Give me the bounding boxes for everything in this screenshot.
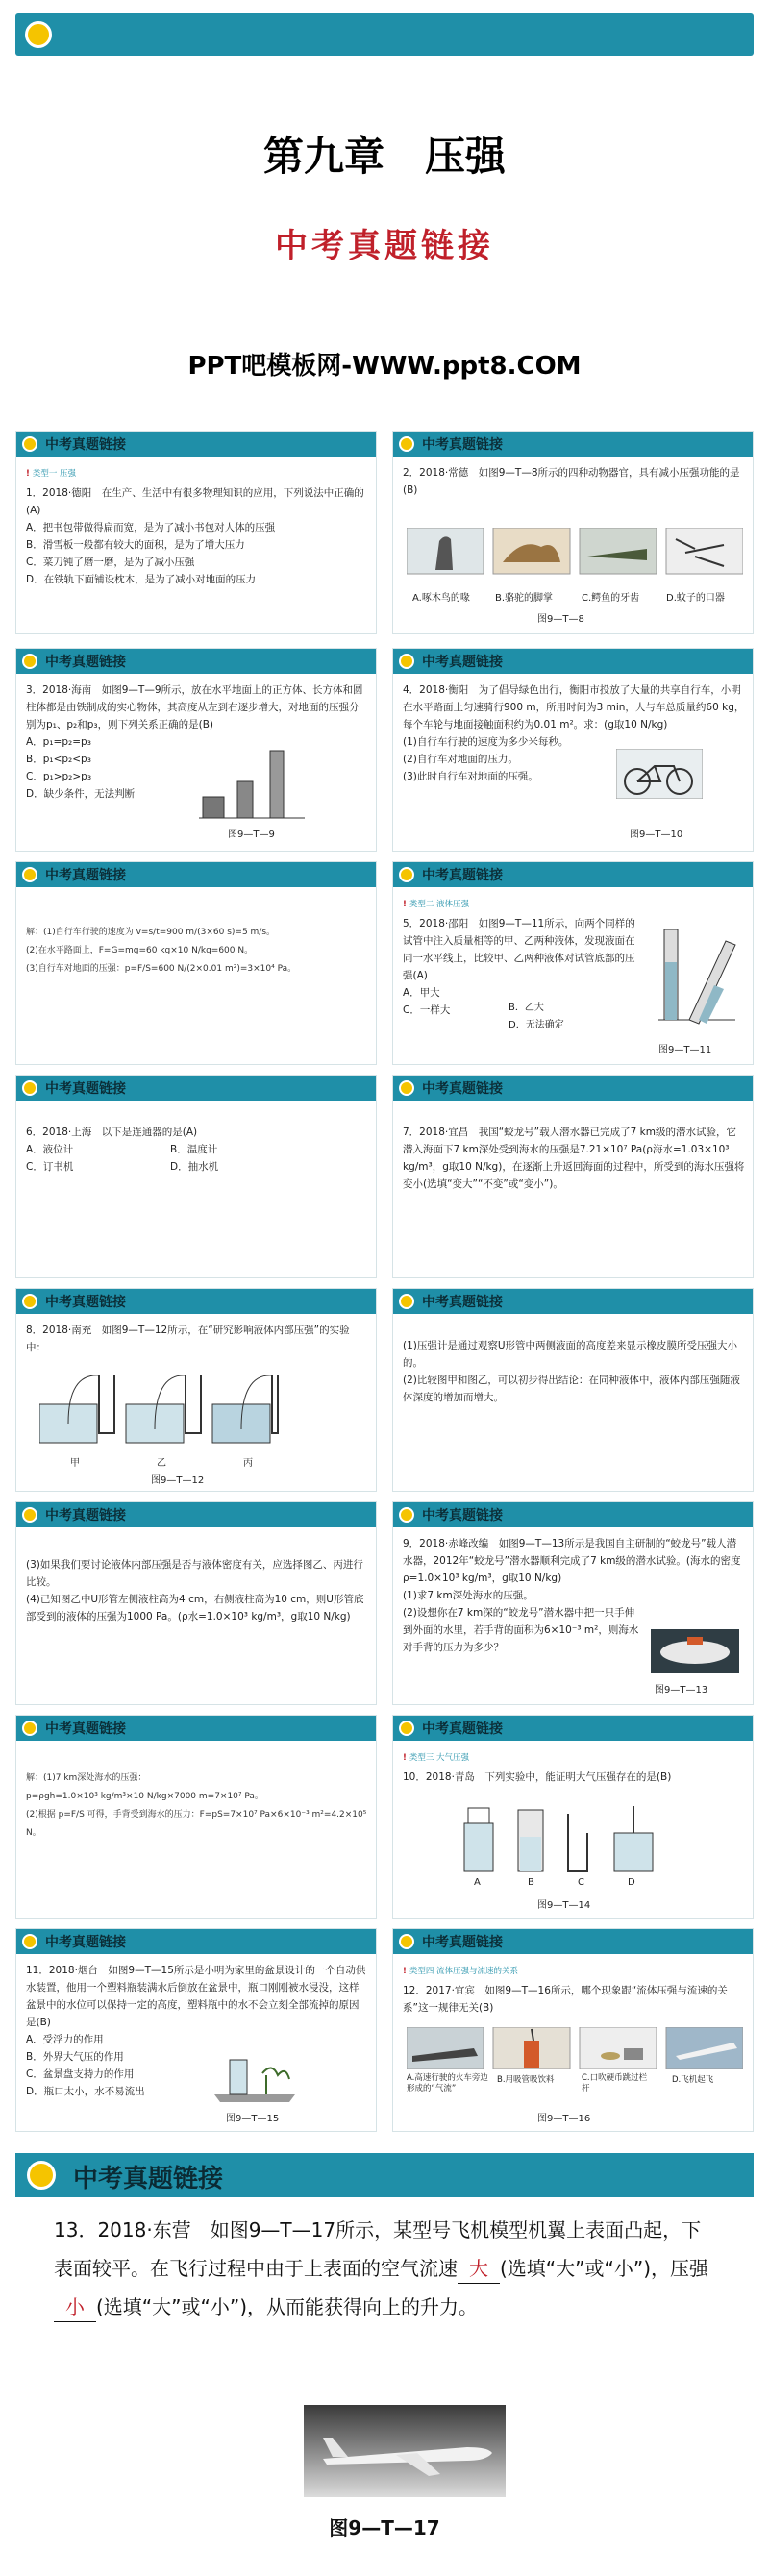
chapter-subtitle: 中考真题链接: [275, 227, 494, 265]
slide-header: [393, 1929, 753, 1954]
figure-label-b: B.用吸管吸饮料: [497, 2075, 555, 2085]
figure-label-d: D: [628, 1877, 635, 1888]
slide-header: [16, 649, 376, 674]
slide-header: [16, 1502, 376, 1527]
slide-q4-solution: [15, 861, 377, 1065]
figure-caption: 图9—T—13: [655, 1685, 708, 1696]
question-text: 13．2018·东营 如图9—T—17所示，某型号飞机模型机翼上表面凸起，下表面较平。在飞行过程中由于上表面的空气流速 大 (选填“大”或“小”)，压强小 (选填“大”或“小”)，从而能获得向上的升力。: [54, 2211, 717, 2326]
title-header-bar: [15, 13, 754, 56]
sun-icon: [399, 436, 414, 452]
question-text: 5．2018·邵阳 如图9—T—11所示，向两个同样的试管中注入质量相等的甲、乙两种液体，发现液面在同一水平线上，比较甲、乙两种液体对试管底部的压强(A): [403, 918, 635, 981]
slide-header-label: 中考真题链接: [422, 1508, 503, 1523]
option-c: C．订书机: [26, 1161, 74, 1173]
figure-label-a: A.啄木鸟的喙: [412, 593, 470, 604]
question-text: 2．2018·常德 如图9—T—8所示的四种动物器官，具有减小压强功能的是(B): [403, 467, 740, 496]
slide-header: [393, 1076, 753, 1101]
solution-line-1: 解：(1)7 km深处海水的压强：: [26, 1773, 147, 1783]
slide-q10: [392, 1715, 754, 1919]
option-a: A．甲大: [403, 987, 440, 999]
solids-figure: [199, 749, 314, 822]
figure-label-c: C: [578, 1877, 584, 1888]
solution-line-3: (3)自行车对地面的压强：p=F/S=600 N/(2×0.01 m²)=3×10⁴ Pa。: [26, 964, 297, 974]
sun-icon: [22, 1507, 37, 1523]
slide-header: [393, 649, 753, 674]
option-c: C．菜刀钝了磨一磨，是为了减小压强: [26, 557, 195, 568]
slide-header-label: 中考真题链接: [45, 868, 126, 883]
option-c: C．p₁>p₂>p₃: [26, 771, 92, 782]
sun-icon: [22, 1080, 37, 1096]
type-tag: ! 类型四 流体压强与流速的关系: [403, 1967, 519, 1976]
option-d: D．无法确定: [509, 1020, 564, 1030]
slide-header: [393, 1716, 753, 1741]
figure-label-b: B: [528, 1877, 534, 1888]
question-text: 8．2018·南充 如图9—T—12所示，在“研究影响液体内部压强”的实验中：: [26, 1325, 350, 1353]
slide-q6: [15, 1075, 377, 1278]
option-a: A．受浮力的作用: [26, 2034, 104, 2045]
slide-header: [16, 1076, 376, 1101]
fluid-phenomena-figure: [407, 2027, 743, 2069]
option-c: C．一样大: [403, 1004, 451, 1016]
chapter-title: 第九章 压强: [262, 133, 506, 180]
slide-header-label: 中考真题链接: [45, 1721, 126, 1737]
figure-caption: 图9—T—14: [537, 1900, 591, 1911]
slide-header: [16, 862, 376, 887]
option-d: D．抽水机: [170, 1161, 219, 1173]
slide-q3: [15, 648, 377, 852]
item-2: (2)比较图甲和图乙，可以初步得出结论：在同种液体中，液体内部压强随液体深度的增加而增大。: [403, 1375, 740, 1403]
type-tag: ! 类型三 大气压强: [403, 1753, 470, 1763]
site-watermark: PPT吧模板网-WWW.ppt8.COM: [187, 352, 582, 381]
answer-blank-2[interactable]: 小: [54, 2292, 96, 2322]
slide-header-label: 中考真题链接: [422, 868, 503, 883]
animal-organs-figure: [407, 528, 743, 587]
figure-caption: 图9—T—11: [658, 1045, 712, 1055]
question-text: 10．2018·青岛 下列实验中，能证明大气压强存在的是(B): [403, 1771, 672, 1783]
slide-header-label: 中考真题链接: [422, 437, 503, 453]
slide-header-label: 中考真题链接: [422, 1081, 503, 1097]
slide-header: [393, 1289, 753, 1314]
slide-header: [393, 1502, 753, 1527]
slide-header: [16, 1289, 376, 1314]
solution-line-3: (2)根据 p=F/S 可得，手背受到海水的压力：F=pS=7×10⁷ Pa×6×10⁻³ m²=4.2×10⁵ N。: [26, 1810, 367, 1838]
figure-label-c: C.鳄鱼的牙齿: [582, 593, 640, 604]
slide-header-label: 中考真题链接: [422, 655, 503, 670]
option-b: B．外界大气压的作用: [26, 2051, 124, 2063]
slide-header: [16, 432, 376, 457]
question-text: 12．2017·宜宾 如图9—T—16所示，哪个现象跟“流体压强与流速的关系”这一规律无关(B): [403, 1985, 728, 2014]
item-2: (2)自行车对地面的压力。: [403, 754, 518, 765]
question-text: 4．2018·衡阳 为了倡导绿色出行，衡阳市投放了大量的共享自行车，小明在水平路面上匀速骑行900 m，所用时间为3 min，人与车总质量约60 kg，每个车轮与地面接触面积约为0.01 m²。求：(g取10 N/kg): [403, 684, 745, 731]
bicycle-figure: [616, 749, 703, 799]
figure-caption: 图9—T—12: [151, 1475, 205, 1486]
slide-q7: [392, 1075, 754, 1278]
item-1: (1)压强计是通过观察U形管中两侧液面的高度差来显示橡皮膜所受压强大小的。: [403, 1340, 738, 1369]
sun-icon: [22, 867, 37, 882]
sun-icon: [22, 1294, 37, 1309]
sun-icon: [27, 2161, 56, 2190]
figure-caption: 图9—T—15: [226, 2114, 280, 2124]
sun-icon: [399, 1080, 414, 1096]
title-slide: [0, 0, 769, 413]
sun-icon: [399, 1294, 414, 1309]
figure-label-d: D.飞机起飞: [672, 2075, 714, 2085]
question-text: 3．2018·海南 如图9—T—9所示，放在水平地面上的正方体、长方体和圆柱体都是由铁制成的实心物体，其高度从左到右逐步增大，对地面的压强分别为p₁、p₂和p₃，则下列关系正确的是(B): [26, 684, 363, 731]
slide-header: [393, 432, 753, 457]
question-text: 1．2018·德阳 在生产、生活中有很多物理知识的应用，下列说法中正确的(A): [26, 487, 364, 516]
solution-line-2: p=ρgh=1.0×10³ kg/m³×10 N/kg×7000 m=7×10⁷ Pa。: [26, 1792, 263, 1801]
slide-header-label: 中考真题链接: [422, 1935, 503, 1950]
figure-caption: 图9—T—8: [537, 614, 584, 625]
slide-q1: [15, 431, 377, 634]
figure-label-yi: 乙: [157, 1458, 166, 1469]
sun-icon: [399, 867, 414, 882]
test-tubes-figure: [651, 920, 739, 1026]
airplane-photo: [304, 2405, 506, 2497]
airplane-icon: [304, 2405, 506, 2497]
slide-q9-solution: [15, 1715, 377, 1919]
slide-header-label: 中考真题链接: [45, 655, 126, 670]
option-a: A．液位计: [26, 1144, 74, 1155]
slide-q13: [15, 2153, 754, 2566]
solution-line-1: 解：(1)自行车行驶的速度为 v=s/t=900 m/(3×60 s)=5 m/s。: [26, 928, 276, 937]
item-2: (2)设想你在7 km深的“蛟龙号”潜水器中把一只手伸到外面的水里，若手背的面积为6×10⁻³ m²，则海水对手背的压力为多少？: [403, 1607, 639, 1653]
water-supply-figure: [209, 2056, 301, 2104]
slide-header-label: 中考真题链接: [45, 1295, 126, 1310]
item-1: (1)求7 km深处海水的压强。: [403, 1590, 533, 1601]
slide-q9: [392, 1501, 754, 1705]
sun-icon: [25, 21, 52, 48]
pressure-gauge-figure: [39, 1366, 280, 1452]
air-pressure-experiments-figure: [460, 1804, 662, 1877]
option-d: D．瓶口太小，水不易流出: [26, 2086, 145, 2097]
figure-caption: 图9—T—17: [329, 2516, 440, 2539]
slide-q2: [392, 431, 754, 634]
slide-q12: [392, 1928, 754, 2132]
slide-header: [15, 2153, 754, 2197]
slide-header-label: 中考真题链接: [73, 2165, 224, 2193]
figure-caption: 图9—T—16: [537, 2114, 591, 2124]
slide-header-label: 中考真题链接: [45, 1935, 126, 1950]
solution-line-2: (2)在水平路面上，F=G=mg=60 kg×10 N/kg=600 N。: [26, 946, 254, 955]
sun-icon: [399, 654, 414, 669]
figure-label-b: B.骆驼的脚掌: [495, 593, 554, 604]
slide-header-label: 中考真题链接: [45, 1508, 126, 1523]
slide-header-label: 中考真题链接: [422, 1295, 503, 1310]
figure-label-jia: 甲: [70, 1458, 80, 1469]
option-a: A．p₁=p₂=p₃: [26, 736, 91, 748]
item-4: (4)已知图乙中U形管左侧液柱高为4 cm，右侧液柱高为10 cm，则U形管底部受到的液体的压强为1000 Pa。(ρ水=1.0×10³ kg/m³，g取10 N/kg): [26, 1594, 364, 1622]
item-3: (3)如果我们要讨论液体内部压强是否与液体密度有关，应选择图乙、丙进行比较。: [26, 1559, 363, 1588]
slide-q5: [392, 861, 754, 1065]
answer-blank-1[interactable]: 大: [458, 2254, 500, 2284]
slide-header: [16, 1929, 376, 1954]
figure-label-a: A.高速行驶的火车旁边形成的“气流”: [407, 2073, 488, 2093]
sun-icon: [399, 1934, 414, 1949]
slide-header-label: 中考真题链接: [422, 1721, 503, 1737]
question-text: 6．2018·上海 以下是连通器的是(A): [26, 1127, 198, 1138]
sun-icon: [22, 1934, 37, 1949]
slide-q4: [392, 648, 754, 852]
question-text: 9．2018·赤峰改编 如图9—T—13所示是我国自主研制的“蛟龙号”载人潜水器，2012年“蛟龙号”潜水器顺利完成了7 km级的潜水试验。(海水的密度ρ=1.0×10³ kg/m³，g取10 N/kg): [403, 1538, 741, 1584]
option-b: B．温度计: [170, 1144, 218, 1155]
sun-icon: [399, 1507, 414, 1523]
slide-header-label: 中考真题链接: [45, 437, 126, 453]
sun-icon: [22, 654, 37, 669]
sun-icon: [22, 1721, 37, 1736]
option-a: A．把书包带做得扁而宽，是为了减小书包对人体的压强: [26, 522, 276, 533]
sun-icon: [399, 1721, 414, 1736]
figure-label-bing: 丙: [243, 1458, 253, 1469]
option-b: B．滑雪板一般都有较大的面积，是为了增大压力: [26, 539, 245, 551]
type-tag: ! 类型一 压强: [26, 469, 77, 479]
slide-header: [393, 862, 753, 887]
slide-header: [16, 1716, 376, 1741]
figure-caption: 图9—T—10: [630, 830, 683, 840]
slide-q11: [15, 1928, 377, 2132]
slide-q8-cont: [392, 1288, 754, 1492]
figure-label-c: C.口吹硬币跳过栏杆: [582, 2073, 648, 2093]
type-tag: ! 类型二 液体压强: [403, 900, 470, 909]
option-b: B．p₁<p₂<p₃: [26, 754, 91, 765]
item-1: (1)自行车行驶的速度为多少米每秒。: [403, 736, 569, 748]
question-text: 7．2018·宜昌 我国“蛟龙号”载人潜水器已完成了7 km级的潜水试验，它潜入海面下7 km深处受到海水的压强是7.21×10⁷ Pa(ρ海水=1.03×10³ kg/m³，g取10 N/kg)，在逐渐上升返回海面的过程中，所受到的海水压强将变小(选填“变大”“不变”或“变小”)。: [403, 1127, 745, 1190]
figure-caption: 图9—T—9: [228, 830, 275, 840]
slide-q8-part2: [15, 1501, 377, 1705]
option-d: D．在铁轨下面铺设枕木，是为了减小对地面的压力: [26, 574, 257, 585]
question-text: 11．2018·烟台 如图9—T—15所示是小明为家里的盆景设计的一个自动供水装置，他用一个塑料瓶装满水后倒放在盆景中，瓶口刚刚被水浸没，这样盆景中的水位可以保持一定的高度，塑料瓶中的水不会立刻全部流掉的原因是(B): [26, 1965, 366, 2028]
sun-icon: [22, 436, 37, 452]
item-3: (3)此时自行车对地面的压强。: [403, 771, 538, 782]
option-d: D．缺少条件，无法判断: [26, 788, 136, 800]
figure-label-a: A: [474, 1877, 481, 1888]
option-b: B．乙大: [509, 1003, 544, 1013]
slide-q8: [15, 1288, 377, 1492]
submersible-figure: [651, 1629, 739, 1673]
slide-header-label: 中考真题链接: [45, 1081, 126, 1097]
option-c: C．盆景盘支持力的作用: [26, 2068, 135, 2080]
figure-label-d: D.蚊子的口器: [666, 593, 725, 604]
